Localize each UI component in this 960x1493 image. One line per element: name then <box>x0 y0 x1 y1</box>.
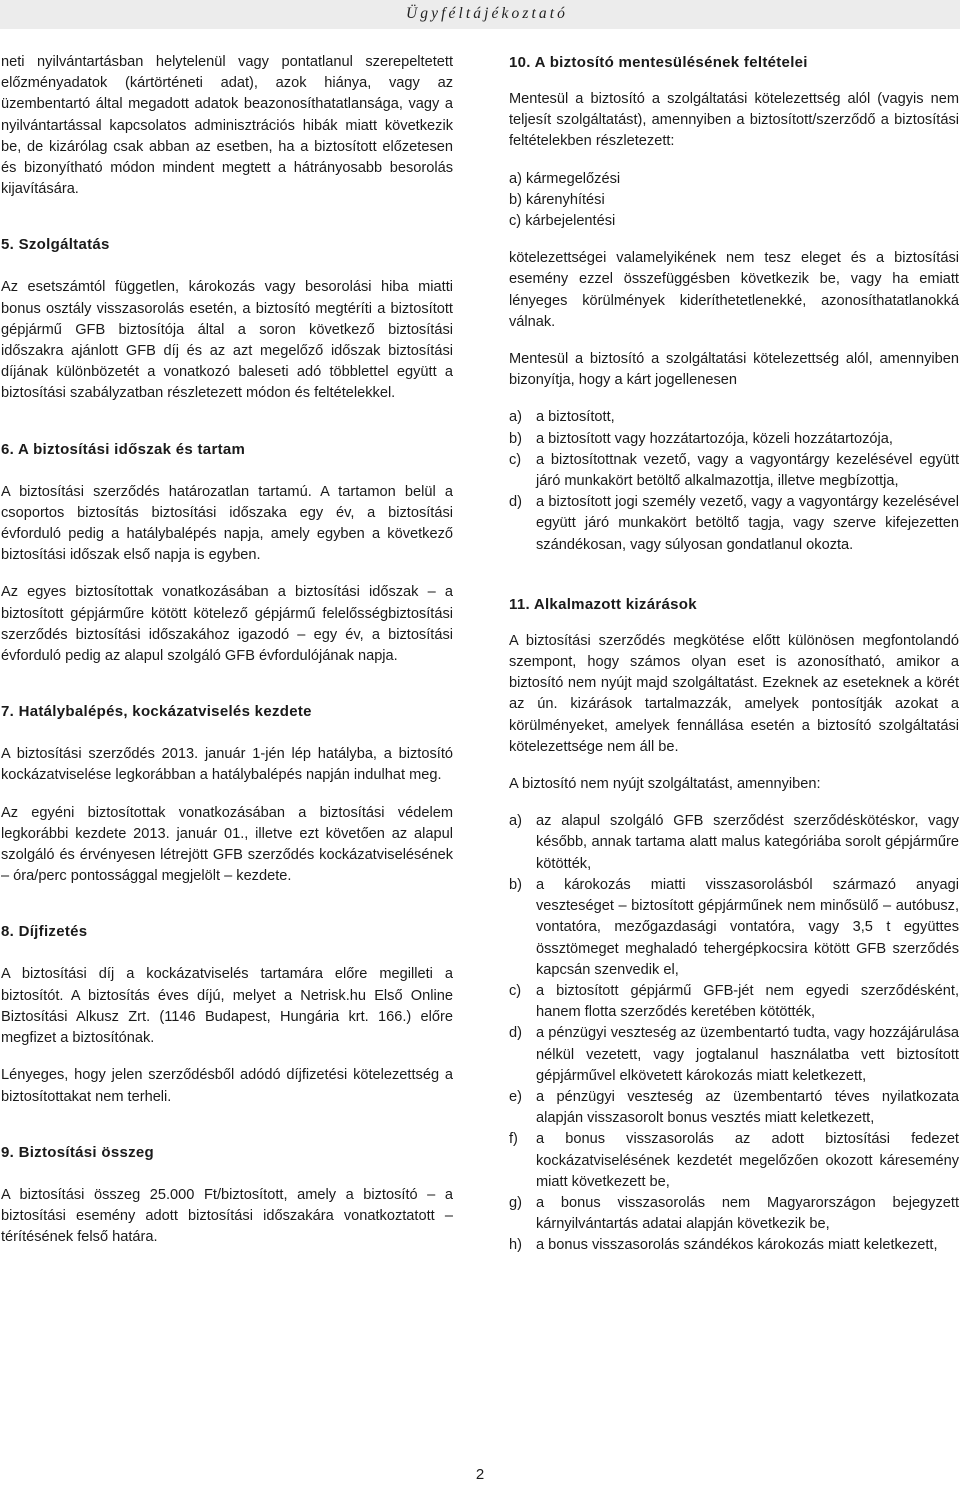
list-text: a biztosítottnak vezető, vagy a vagyontárgy kezelésével együtt járó munkakört betöltő alkalmazottja, illetve megbízottja, <box>536 451 959 490</box>
section-11-list <box>509 811 959 1256</box>
list-item <box>509 875 959 981</box>
list-item <box>509 492 959 556</box>
intro-paragraph: neti nyilvántartásban helytelenül vagy pontatlanul szerepeltetett előzményadatok (kártörténeti adat), azok hiánya, vagy az üzembentartó által megadott adatok beazonosíthatatlansága, vagy a nyilvántartással kapcsolatos adminisztrációs hibák miatt következik be, de kizárólag csak abban az esetben, ha a biztosított előzetesen és bizonyítható módon mindent megtett a hátrányosabb besorolás kijavítására. <box>1 54 453 198</box>
list-marker: d) <box>509 1025 522 1042</box>
list-marker: h) <box>509 1237 522 1254</box>
section-10-paragraph-3: Mentesül a biztosító a szolgáltatási kötelezettség alól, amennyiben bizonyítja, hogy a kárt jogellenesen <box>509 351 959 389</box>
section-11-paragraph-1: A biztosítási szerződés megkötése előtt különösen megfontolandó szempont, hogy számos olyan eset is azonosítható, amikor a biztosító nem nyújt majd szolgáltatást. Ezeknek az eseteknek a körét az ún. kizárások tartalmazzák, amelyek pontosítják azokat a körülményeket, amelyek fennállása esetén a biztosító szolgáltatási kötelezettsége nem áll be. <box>509 632 959 755</box>
list-text: a bonus visszasorolás szándékos károkozás miatt keletkezett, <box>536 1237 938 1254</box>
list-item <box>509 429 959 450</box>
list-marker: c) <box>509 982 522 999</box>
section-6-paragraph-2: Az egyes biztosítottak vonatkozásában a biztosítási időszak – a biztosított gépjárműre kötött kötelező gépjármű felelősségbiztosítási szerződés biztosítási időszakához igazodó – egy év, a biztosítási évforduló pedig az alapul szolgáló GFB évfordulójának napja. <box>1 584 453 665</box>
section-11-heading: 11. Alkalmazott kizárások <box>509 595 697 613</box>
list-item <box>509 981 959 1023</box>
list-marker: a) <box>509 409 522 426</box>
section-9-heading: 9. Biztosítási összeg <box>1 1143 155 1161</box>
list-marker: a) <box>509 813 522 830</box>
list-item <box>509 1087 959 1129</box>
list-item: b) kárenyhítési <box>509 191 605 208</box>
list-item <box>509 1193 959 1235</box>
list-text: a pénzügyi veszteség az üzembentartó téves nyilatkozata alapján visszasorolt bonus vesztés miatt keletkezett, <box>536 1088 959 1127</box>
list-item <box>509 450 959 492</box>
section-10-heading: 10. A biztosító mentesülésének feltételei <box>509 54 808 71</box>
list-text: a károkozás miatti visszasorolásból származó anyagi veszteséget – biztosított gépjárműnek nem minősülő – autóbusz, vontatóra, mezőgazdasági vontatóra, vagy 3,5 t együttes össztömeget meghaladó tehergépkocsira kötött GFB szerződés kapcsán szenvedik el, <box>536 876 959 978</box>
list-marker: f) <box>509 1131 518 1148</box>
section-10-paragraph-2: kötelezettségei valamelyikének nem tesz eleget és a biztosítási esemény ezzel összefüggésben következik be, vagy ha emiatt lényeges körülmények kideríthetetlenekké, azonosíthatatlanokká válnak. <box>509 250 959 330</box>
right-column <box>509 52 959 1257</box>
list-item: a) kármegelőzési <box>509 170 621 187</box>
list-item <box>509 1235 959 1256</box>
section-10-paragraph-1: Mentesül a biztosító a szolgáltatási kötelezettség alól (vagyis nem teljesít szolgáltatást), amennyiben a biztosított/szerződő a biztosítási feltételekben részletezett: <box>509 91 959 150</box>
list-marker: g) <box>509 1194 522 1211</box>
section-6-heading: 6. A biztosítási időszak és tartam <box>1 440 246 458</box>
section-7-heading: 7. Hatálybalépés, kockázatviselés kezdete <box>1 703 312 721</box>
list-text: a biztosított gépjármű GFB-jét nem egyedi szerződésként, hanem flotta szerződés keretében kötötték, <box>536 982 959 1021</box>
list-marker: b) <box>509 430 522 447</box>
list-text: a biztosított jogi személy vezető, vagy a vagyontárgy kezelésével együtt járó munkakört betöltő tagja, vagy szerve kifejezetten szándékosan, vagy súlyosan gondatlanul okozta. <box>536 494 959 553</box>
list-marker: e) <box>509 1088 522 1105</box>
list-text: a bonus visszasorolás nem Magyarországon bejegyzett kárnyilvántartás adatai alapján következik be, <box>536 1194 959 1233</box>
section-7-paragraph-1: A biztosítási szerződés 2013. január 1-jén lép hatályba, a biztosító kockázatviselése legkorábban a hatálybalépés napján indulhat meg. <box>1 746 453 784</box>
list-item <box>509 407 959 428</box>
section-8-heading: 8. Díjfizetés <box>1 923 88 941</box>
list-item: c) kárbejelentési <box>509 213 616 230</box>
section-5-heading: 5. Szolgáltatás <box>1 236 110 254</box>
list-marker: d) <box>509 494 522 511</box>
list-item <box>509 1129 959 1193</box>
list-text: a bonus visszasorolás az adott biztosítási fedezet kockázatviselésének kezdetét megelőzően okozott káresemény miatt következett be, <box>536 1131 959 1190</box>
list-item <box>509 1023 959 1087</box>
list-text: a biztosított, <box>536 409 615 426</box>
list-item <box>509 811 959 875</box>
section-11-paragraph-2: A biztosító nem nyújt szolgáltatást, amennyiben: <box>509 776 821 793</box>
header-title: Ügyféltájékoztató <box>405 5 568 22</box>
list-text: a biztosított vagy hozzátartozója, közeli hozzátartozója, <box>536 430 893 447</box>
section-5-paragraph: Az esetszámtól független, károkozás vagy besorolási hiba miatti bonus osztály visszasorolás esetén, a biztosító megtéríti a biztosított gépjármű GFB biztosítója által a soron következő biztosítási időszakra ajánlott GFB díj és az azt megelőző időszak biztosítási díjának különbözetét a vonatkozó baleseti adó többlettel együtt a biztosítási szabályzatban részletezett módon és feltételekkel. <box>1 279 453 402</box>
section-10-list-1 <box>509 169 959 233</box>
section-10-list-2 <box>509 407 959 555</box>
section-6-paragraph-1: A biztosítási szerződés határozatlan tartamú. A tartamon belül a csoportos biztosítás biztosítási időszaka egy év, a biztosítási évforduló pedig a hatálybalépés napja, amely egyben a következő biztosítási időszak első napja is egyben. <box>1 483 453 564</box>
list-marker: c) <box>509 451 522 468</box>
page-number: 2 <box>475 1466 485 1483</box>
section-9-paragraph: A biztosítási összeg 25.000 Ft/biztosított, amely a biztosító – a biztosítási esemény adott biztosítási időszakára vonatkoztatott – térítésének felső határa. <box>1 1186 453 1246</box>
left-column <box>1 52 453 1248</box>
section-8-paragraph-2: Lényeges, hogy jelen szerződésből adódó díjfizetési kötelezettség a biztosítottakat nem terheli. <box>1 1067 453 1105</box>
page-header <box>0 0 960 29</box>
section-8-paragraph-1: A biztosítási díj a kockázatviselés tartamára előre megilleti a biztosítót. A biztosítás éves díjú, melyet a Netrisk.hu Első Online Biztosítási Alkusz Zrt. (1146 Budapest, Hungária krt. 166.) előre megfizet a biztosítónak. <box>1 966 453 1047</box>
list-marker: b) <box>509 876 522 893</box>
list-text: az alapul szolgáló GFB szerződést szerződéskötéskor, vagy később, annak tartama alatt malus kategóriába sorolt gépjárműre kötötték, <box>536 813 959 872</box>
list-text: a pénzügyi veszteség az üzembentartó tudta, vagy hozzájárulása nélkül vezetett, vagy jogtalanul használatba vett biztosított gépjárművel elkövetett károkozás miatt keletkezett, <box>536 1025 959 1084</box>
section-7-paragraph-2: Az egyéni biztosítottak vonatkozásában a biztosítási védelem legkorábbi kezdete 2013. január 01., illetve ezt követően az alapul szolgáló és érvényesen létrejött GFB szerződés kockázatviselésének – óra/perc pontossággal megjelölt – kezdete. <box>1 804 453 885</box>
